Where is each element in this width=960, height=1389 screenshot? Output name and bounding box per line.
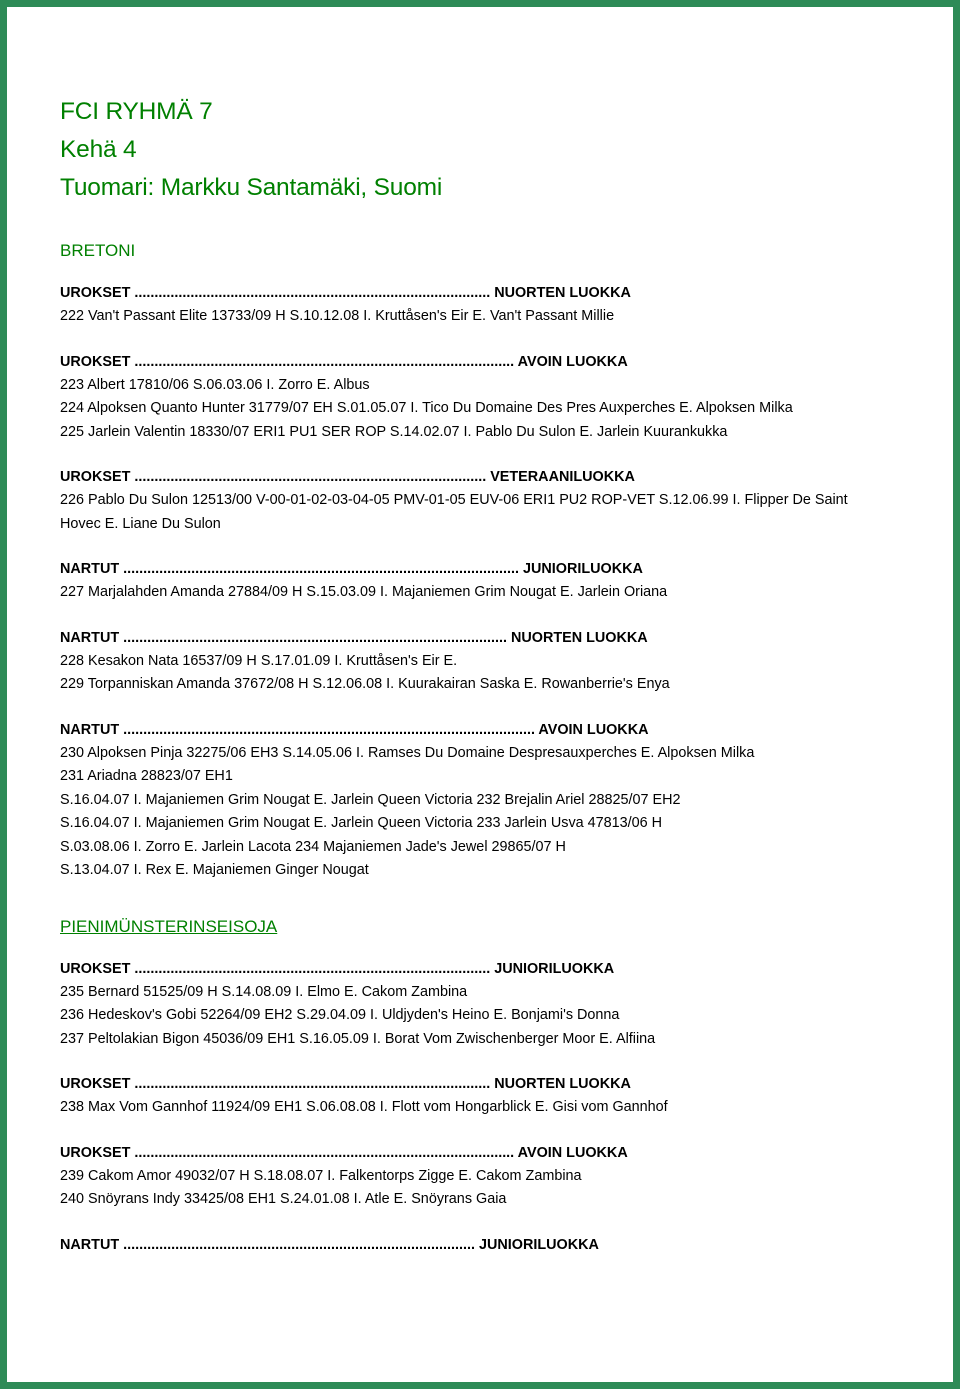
class-header: NARTUT ................................................................................................... JUNIORILUOKKA [60,561,643,577]
class-section [60,627,900,697]
class-header: UROKSET ............................................................................................... AVOIN LUOKKA [60,1144,628,1161]
class-section [60,719,900,883]
breed-list [60,239,900,1257]
class-header: UROKSET ......................................................................................... NUORTEN LUOKKA [60,285,631,301]
dog-entry: 237 Peltolakian Bigon 45036/09 EH1 S.16.05.09 I. Borat Vom Zwischenberger Moor E. Alfiina [60,1030,656,1047]
class-section [60,558,900,605]
breed-heading: PIENIMÜNSTERINSEISOJA [60,916,278,936]
dog-entry: 230 Alpoksen Pinja 32275/06 EH3 S.14.05.06 I. Ramses Du Domaine Despresauxperches E. Alpoksen Milka [60,744,755,761]
class-section [60,282,900,329]
dog-entry: 226 Pablo Du Sulon 12513/00 V-00-01-02-03-04-05 PMV-01-05 EUV-06 ERI1 PU2 ROP-VET S.12.06.99 I. Flipper De Saint Hovec E. Liane Du Sulon [60,492,848,532]
class-header: NARTUT ................................................................................................ NUORTEN LUOKKA [60,629,648,646]
dog-entry: S.16.04.07 I. Majaniemen Grim Nougat E. Jarlein Queen Victoria 233 Jarlein Usva 47813/06 H [60,815,663,831]
class-header: NARTUT ....................................................................................................... AVOIN LUOKKA [60,721,649,738]
dog-entry: 239 Cakom Amor 49032/07 H S.18.08.07 I. Falkentorps Zigge E. Cakom Zambina [60,1167,582,1184]
dog-entry: 236 Hedeskov's Gobi 52264/09 EH2 S.29.04.09 I. Uldjyden's Heino E. Bonjami's Donna [60,1007,620,1023]
dog-entry: 227 Marjalahden Amanda 27884/09 H S.15.03.09 I. Majaniemen Grim Nougat E. Jarlein Oriana [60,584,668,600]
dog-entry: S.16.04.07 I. Majaniemen Grim Nougat E. Jarlein Queen Victoria 232 Brejalin Ariel 28825/07 EH2 [60,791,681,808]
class-section [60,351,900,445]
class-section [60,958,900,1052]
dog-entry: 231 Ariadna 28823/07 EH1 [60,768,233,784]
class-header: UROKSET ........................................................................................ VETERAANILUOKKA [60,469,635,485]
ring-title: Kehä 4 [60,136,137,163]
document-page [60,93,900,1257]
dog-entry: 228 Kesakon Nata 16537/09 H S.17.01.09 I. Kruttåsen's Eir E. [60,652,458,669]
class-section [60,466,900,536]
dog-entry: 235 Bernard 51525/09 H S.14.08.09 I. Elmo E. Cakom Zambina [60,983,468,1000]
dog-entry: 224 Alpoksen Quanto Hunter 31779/07 EH S.01.05.07 I. Tico Du Domaine Des Pres Auxperches E. Alpoksen Milka [60,400,793,416]
class-section [60,1142,900,1212]
class-section [60,1234,900,1257]
class-header: NARTUT ........................................................................................ JUNIORILUOKKA [60,1236,599,1253]
dog-entry: S.13.04.07 I. Rex E. Majaniemen Ginger Nougat [60,862,369,878]
dog-entry: S.03.08.06 I. Zorro E. Jarlein Lacota 234 Majaniemen Jade's Jewel 29865/07 H [60,838,566,855]
class-header: UROKSET ......................................................................................... JUNIORILUOKKA [60,960,615,977]
class-header: UROKSET ............................................................................................... AVOIN LUOKKA [60,353,628,370]
dog-entry: 222 Van't Passant Elite 13733/09 H S.10.12.08 I. Kruttåsen's Eir E. Van't Passant Millie [60,308,615,324]
dog-entry: 223 Albert 17810/06 S.06.03.06 I. Zorro E. Albus [60,376,370,393]
group-title: FCI RYHMÄ 7 [60,98,213,125]
class-section [60,1073,900,1120]
dog-entry: 238 Max Vom Gannhof 11924/09 EH1 S.06.08.08 I. Flott vom Hongarblick E. Gisi vom Gannhof [60,1099,668,1115]
class-header: UROKSET ......................................................................................... NUORTEN LUOKKA [60,1076,631,1092]
judge-title: Tuomari: Markku Santamäki, Suomi [60,174,443,201]
dog-entry: 225 Jarlein Valentin 18330/07 ERI1 PU1 SER ROP S.14.02.07 I. Pablo Du Sulon E. Jarlein Kuurankukka [60,423,728,440]
dog-entry: 229 Torpanniskan Amanda 37672/08 H S.12.06.08 I. Kuurakairan Saska E. Rowanberrie's Enya [60,676,670,692]
dog-entry: 240 Snöyrans Indy 33425/08 EH1 S.24.01.08 I. Atle E. Snöyrans Gaia [60,1191,507,1207]
breed-heading: BRETONI [60,241,136,260]
